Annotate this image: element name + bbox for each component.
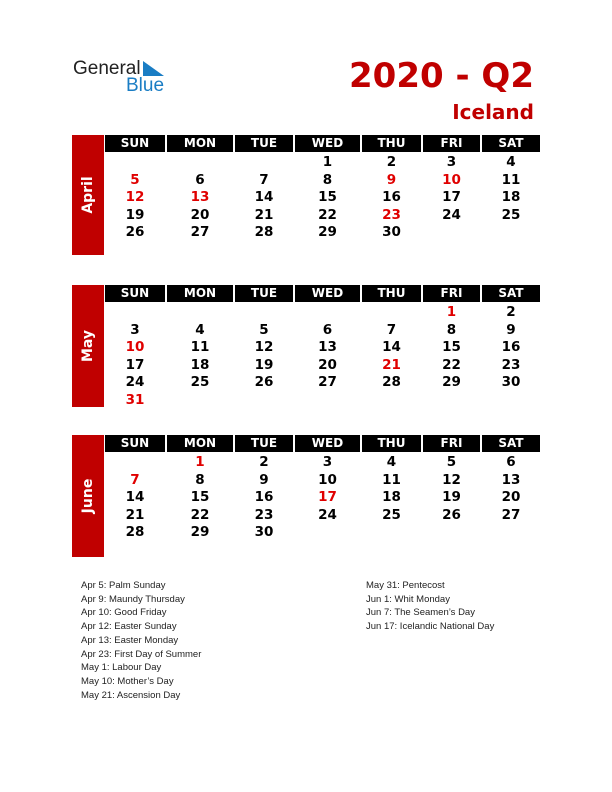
day-cell: 26	[125, 224, 145, 241]
day-cell: 21	[254, 206, 274, 223]
holiday-entry: Jun 7: The Seamen’s Day	[366, 607, 475, 619]
day-cell	[105, 304, 165, 322]
holiday-entry: May 1: Labour Day	[81, 662, 162, 674]
month-label-bar	[72, 435, 104, 557]
holiday-day-cell: 7	[130, 471, 140, 488]
weekday-label: WED	[295, 135, 360, 152]
day-cell: 13	[318, 339, 337, 356]
day-cell: 27	[318, 374, 337, 391]
day-cell: 2	[259, 454, 269, 470]
holiday-entry: Apr 12: Easter Sunday	[81, 621, 177, 633]
day-cell: 25	[190, 374, 210, 391]
day-cell: 6	[506, 454, 516, 470]
weekday-label: SAT	[482, 435, 540, 452]
weekday-label: FRI	[423, 435, 480, 452]
day-cell: 30	[382, 224, 401, 241]
weekday-label: SUN	[105, 285, 165, 302]
day-cell: 3	[130, 321, 140, 338]
week-row	[105, 224, 542, 242]
day-cell: 12	[442, 471, 461, 488]
day-cell: 8	[446, 321, 457, 338]
day-cell: 23	[501, 356, 521, 373]
day-cell: 21	[125, 506, 145, 523]
day-cell: 4	[506, 154, 516, 170]
weekday-label: WED	[295, 285, 360, 302]
day-cell	[423, 392, 480, 410]
week-row	[105, 374, 542, 392]
week-row	[105, 207, 542, 225]
week-row	[105, 357, 542, 375]
month-block-may	[72, 285, 540, 407]
country-name: Iceland	[452, 100, 534, 124]
weekday-label: SUN	[105, 435, 165, 452]
holiday-entry: Apr 10: Good Friday	[81, 607, 167, 619]
week-row	[105, 392, 542, 410]
day-cell: 2	[386, 154, 397, 170]
day-cell	[295, 304, 360, 322]
day-cell	[105, 154, 165, 172]
day-cell: 15	[190, 489, 210, 506]
day-cell: 26	[254, 374, 274, 391]
logo-word-general: General	[73, 58, 141, 79]
day-cell: 15	[318, 189, 337, 206]
month-name: June	[80, 478, 96, 514]
holiday-list-left	[81, 579, 201, 702]
day-cell: 11	[382, 471, 401, 488]
day-cell: 25	[501, 206, 521, 223]
day-cell: 28	[125, 524, 145, 541]
weekday-label: FRI	[423, 135, 480, 152]
day-cell: 29	[442, 374, 461, 391]
weekday-label: MON	[167, 285, 233, 302]
month-block-june	[72, 435, 540, 557]
logo-word-blue: Blue	[126, 75, 165, 96]
day-cell	[295, 524, 360, 542]
day-cell: 20	[190, 206, 210, 223]
day-cell: 7	[259, 171, 269, 188]
day-cell	[295, 392, 360, 410]
week-row	[105, 154, 542, 172]
weekday-label: TUE	[235, 285, 293, 302]
week-row	[105, 524, 542, 542]
holiday-day-cell: 10	[442, 171, 461, 188]
day-cell: 24	[318, 506, 337, 523]
day-cell	[362, 392, 421, 410]
month-name: May	[80, 329, 96, 363]
day-cell: 27	[190, 224, 210, 241]
holiday-entry: Jun 17: Icelandic National Day	[366, 621, 495, 633]
week-row	[105, 172, 542, 190]
weekday-label: SAT	[482, 135, 540, 152]
day-cell: 10	[318, 471, 337, 488]
week-row	[105, 339, 542, 357]
week-row	[105, 472, 542, 490]
holiday-list-right	[366, 579, 494, 634]
weekday-label: FRI	[423, 285, 480, 302]
day-cell: 29	[190, 524, 210, 541]
month-label-bar	[72, 285, 104, 407]
day-cell: 29	[318, 224, 337, 241]
day-cell: 18	[190, 356, 210, 373]
holiday-day-cell: 17	[318, 489, 337, 506]
day-cell	[482, 392, 540, 410]
week-row	[105, 304, 542, 322]
weekday-label: WED	[295, 435, 360, 452]
weekday-label: THU	[362, 435, 421, 452]
day-cell: 17	[125, 356, 145, 373]
day-cell: 28	[254, 224, 274, 241]
day-cell	[423, 524, 480, 542]
week-row	[105, 189, 542, 207]
holiday-day-cell: 23	[382, 206, 401, 223]
day-cell	[235, 154, 293, 172]
day-cell: 8	[322, 171, 333, 188]
day-cell	[482, 524, 540, 542]
week-row	[105, 454, 542, 472]
holiday-day-cell: 10	[125, 339, 145, 356]
holiday-entry: May 31: Pentecost	[366, 580, 445, 591]
day-cell: 8	[195, 471, 205, 488]
day-cell: 2	[506, 304, 516, 320]
weekday-label: TUE	[235, 135, 293, 152]
day-cell: 16	[382, 189, 401, 206]
day-cell: 18	[382, 489, 401, 506]
holiday-entry: Apr 23: First Day of Summer	[81, 648, 202, 660]
holiday-day-cell: 5	[130, 171, 140, 188]
day-cell: 22	[190, 506, 210, 523]
holiday-day-cell: 1	[446, 304, 457, 320]
day-cell: 9	[506, 321, 516, 338]
day-cell	[167, 304, 233, 322]
day-cell: 24	[125, 374, 145, 391]
day-cell	[362, 304, 421, 322]
day-cell: 6	[322, 321, 333, 338]
day-cell: 6	[195, 171, 205, 188]
day-cell: 14	[125, 489, 145, 506]
day-cell: 19	[254, 356, 274, 373]
day-cell: 3	[446, 154, 457, 170]
weekday-label: MON	[167, 135, 233, 152]
day-cell	[167, 392, 233, 410]
week-row	[105, 489, 542, 507]
day-cell: 27	[501, 506, 521, 523]
day-cell: 20	[318, 356, 337, 373]
holiday-entry: Jun 1: Whit Monday	[366, 593, 450, 605]
day-cell	[482, 224, 540, 242]
day-cell: 12	[254, 339, 274, 356]
day-cell: 11	[190, 339, 210, 356]
holiday-day-cell: 13	[190, 189, 210, 206]
month-label-bar	[72, 135, 104, 255]
day-cell: 18	[501, 189, 521, 206]
day-cell	[362, 524, 421, 542]
holiday-entry: Apr 13: Easter Monday	[81, 634, 179, 646]
holiday-day-cell: 1	[195, 454, 205, 470]
day-cell: 26	[442, 506, 461, 523]
holiday-entry: May 21: Ascension Day	[81, 689, 181, 701]
holiday-entry: May 10: Mother’s Day	[81, 675, 174, 687]
holiday-day-cell: 31	[125, 391, 145, 408]
holiday-day-cell: 12	[125, 189, 145, 206]
logo-triangle-icon	[143, 61, 164, 76]
day-cell: 17	[442, 189, 461, 206]
day-cell: 16	[254, 489, 274, 506]
day-cell	[235, 304, 293, 322]
day-cell: 5	[259, 321, 269, 338]
day-cell: 13	[501, 471, 521, 488]
month-name: April	[80, 176, 96, 214]
day-cell: 3	[322, 454, 333, 470]
day-cell: 19	[125, 206, 145, 223]
day-cell: 30	[254, 524, 274, 541]
day-cell: 23	[254, 506, 274, 523]
holiday-entry: Apr 9: Maundy Thursday	[81, 593, 185, 605]
day-cell: 7	[386, 321, 397, 338]
day-cell: 24	[442, 206, 461, 223]
page-title: 2020 - Q2	[349, 56, 534, 96]
day-cell	[235, 392, 293, 410]
day-cell: 20	[501, 489, 521, 506]
day-cell: 19	[442, 489, 461, 506]
day-cell: 28	[382, 374, 401, 391]
day-cell: 9	[259, 471, 269, 488]
weekday-header	[105, 285, 542, 302]
holiday-day-cell: 21	[382, 356, 401, 373]
day-cell: 30	[501, 374, 521, 391]
day-cell: 15	[442, 339, 461, 356]
day-cell: 4	[386, 454, 397, 470]
weekday-label: SAT	[482, 285, 540, 302]
day-cell: 14	[254, 189, 274, 206]
weekday-label: MON	[167, 435, 233, 452]
weekday-header	[105, 435, 542, 452]
day-cell: 1	[322, 154, 333, 170]
day-cell	[423, 224, 480, 242]
day-cell: 14	[382, 339, 401, 356]
day-cell: 4	[195, 321, 205, 338]
day-cell: 16	[501, 339, 521, 356]
day-cell: 25	[382, 506, 401, 523]
day-cell: 11	[501, 171, 521, 188]
day-cell: 22	[442, 356, 461, 373]
weekday-label: THU	[362, 135, 421, 152]
day-cell: 5	[446, 454, 457, 470]
weekday-label: SUN	[105, 135, 165, 152]
weekday-label: THU	[362, 285, 421, 302]
weekday-header	[105, 135, 542, 152]
weekday-label: TUE	[235, 435, 293, 452]
day-cell	[167, 154, 233, 172]
holiday-entry: Apr 5: Palm Sunday	[81, 580, 166, 591]
day-cell: 22	[318, 206, 337, 223]
holiday-day-cell: 9	[386, 171, 397, 188]
week-row	[105, 322, 542, 340]
month-block-april	[72, 135, 540, 255]
day-cell	[105, 454, 165, 472]
week-row	[105, 507, 542, 525]
